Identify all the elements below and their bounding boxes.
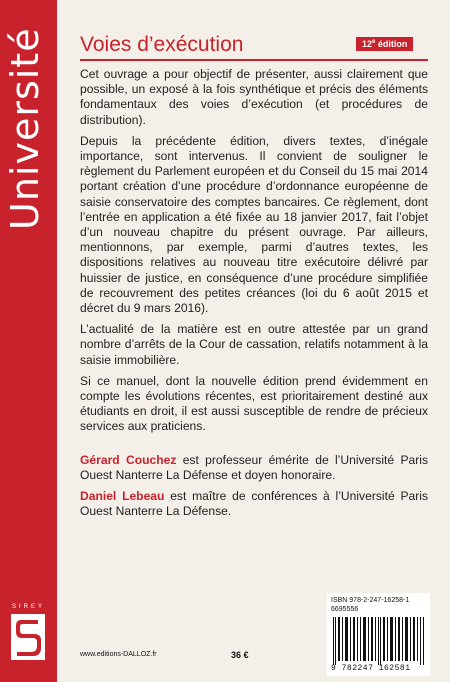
author-name: Gérard Couchez <box>80 452 177 467</box>
paragraph: L’actualité de la matière est en outre attestée par un grand nombre d’arrêts de la Cour de cassation, relatifs notamment à la saisie immobilière. <box>80 322 428 367</box>
paragraph: Cet ouvrage a pour objectif de présenter, aussi clairement que possible, un exposé à la fois synthétique et précis des éléments fondamentaux des voies d’exécution (et procédures de distribution). <box>80 67 428 127</box>
authors <box>80 453 428 520</box>
barcode-icon <box>333 617 426 665</box>
paragraph: Depuis la précédente édition, divers textes, d’inégale importance, sont intervenus. Il convient de souligner le règlement du Parlement européen et du Conseil du 15 mai 2014 portant création d’une procédure d’ordonnance européenne de saisie conservatoire des comptes bancaires. Ce règlement, dont l’entrée en application a été fixée au 18 janvier 2017, fait l’objet d’un nouveau chapitre du présent ouvrage. Par ailleurs, mentionnons, par exemple, parmi d’autres textes, les dispositions relatives au nouveau titre exécutoire délivré par huissier de justice, en conséquence d’une procédure simplifiée de recouvrement des petites créances (loi du 6 août 2015 et décret du 9 mars 2016). <box>80 133 428 316</box>
author-bio: est maître de conférences à l’Université Paris Ouest Nanterre La Défense. <box>80 489 429 519</box>
author-bio: est professeur émérite de l’Université Paris Ouest Nanterre La Défense et doyen honoraire. <box>80 452 428 482</box>
edition-word: édition <box>375 39 408 49</box>
author-entry <box>80 489 428 519</box>
collection-name: Université <box>3 27 47 230</box>
author-name: Daniel Lebeau <box>80 489 165 504</box>
title-rule <box>80 59 428 61</box>
publisher-logo-icon <box>11 614 45 660</box>
sidebar <box>0 0 57 682</box>
publisher-label: SIREY <box>12 604 46 610</box>
edition-number: 12 <box>362 39 373 49</box>
edition-suffix: e <box>372 39 376 45</box>
author-entry <box>80 453 428 483</box>
book-title: Voies d’exécution <box>80 33 244 56</box>
publisher-website: www.editions-DALLOZ.fr <box>80 651 157 658</box>
barcode-digits: 9 782247 162581 <box>331 664 411 673</box>
edition-badge <box>356 37 413 51</box>
product-code: 6695556 <box>331 606 359 613</box>
paragraph: Si ce manuel, dont la nouvelle édition prend évidemment en compte les évolutions récentes, est prioritairement destiné aux étudiants en droit, il est aussi susceptible de rendre de précieux services aux praticiens. <box>80 373 428 434</box>
price: 36 € <box>231 650 249 660</box>
isbn: ISBN 978-2-247-16258-1 <box>331 597 410 604</box>
description <box>80 67 428 525</box>
